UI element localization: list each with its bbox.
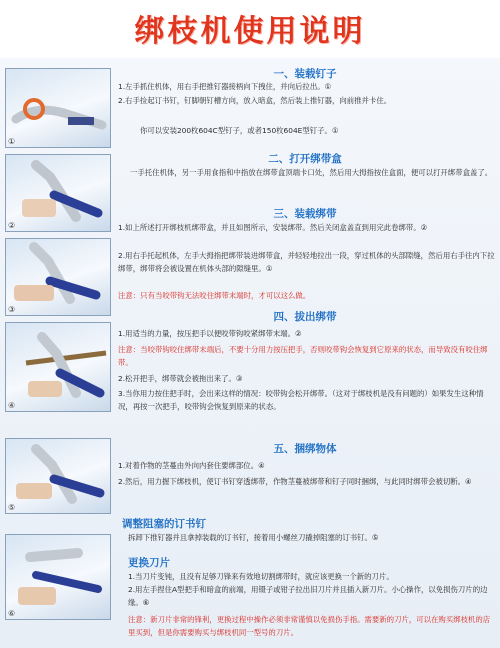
section-heading: 五、捆绑物体: [273, 443, 337, 455]
paragraph: 2.用右手托起机体，左手大拇指把绑带装进绑带盒，并轻轻地拉出一段，穿过机体的头部隙缝，然后用右手往内下拉绑带，绑带将会被设置在机体头部的隙缝里。①: [118, 251, 495, 273]
section-heading: 一、装载钉子: [273, 68, 337, 80]
photo-number: ①: [8, 137, 16, 146]
paragraph: 拆卸下推钉器并且拿掉装载的订书钉，接着用小螺丝刀撬掉阻塞的订书钉。⑤: [128, 533, 379, 542]
photo-number: ④: [8, 401, 16, 410]
paragraph: 1.当刀片变钝，且没有足够刀锋来有效地切割绑带时，就应该更换一个新的刀片。: [128, 572, 394, 581]
section-heading: 调整阻塞的订书钉: [122, 518, 206, 530]
photo-number: ⑥: [8, 609, 16, 618]
tapener-tool-icon: [6, 155, 110, 231]
tapener-tool-icon: [6, 323, 110, 411]
section-heading: 三、装载绑带: [273, 208, 337, 220]
tapener-tool-icon: [6, 535, 110, 619]
warning-note: 注意：只有当咬带钩无法咬住绑带末端时，才可以这么做。: [118, 291, 311, 300]
illustration-step-1: [5, 68, 111, 148]
paragraph: 你可以安装200枚604C型钉子，或者150枚604E型钉子。①: [140, 126, 339, 135]
photo-number: ⑤: [8, 503, 16, 512]
paragraph: 2.然后，用力握下绑枝机，使订书钉穿透绑带，作物茎蔓被绑带和钉子同时捆绑，与此同时绑带会被切断。④: [118, 477, 472, 486]
photo-number: ②: [8, 221, 16, 230]
paragraph: 1.对着作物的茎蔓由外向内套住要绑部位。④: [118, 461, 265, 470]
page-title: 绑枝机使用说明: [134, 14, 366, 49]
paragraph: 2.用左手捏住A型把手和暗盒的前端，用镊子或钳子拉出旧刀片并且插入新刀片。小心操作，以免损伤刀片的边缘。⑥: [128, 585, 488, 607]
section-heading: 更换刀片: [128, 557, 170, 569]
illustration-step-4: [5, 322, 111, 412]
paragraph: 1.用适当的力量，按压把手以便咬带钩咬紧绑带末端。②: [118, 329, 302, 338]
warning-note: 注意：新刀片非常的锋利，更换过程中操作必须非常谨慎以免损伤手指。需要新的刀片，可以在购买绑枝机的店里买到，但是你需要购买与绑枝机同一型号的刀片。: [128, 615, 491, 637]
tapener-tool-icon: [6, 69, 110, 147]
photo-number: ③: [8, 305, 16, 314]
paragraph: 一手托住机体，另一手用食指和中指放在绑带盒顶端卡口处，然后用大拇指按住盒面，便可以打开绑带盒盖了。: [130, 168, 493, 177]
illustration-step-2: [5, 154, 111, 232]
paragraph: 1.左手抓住机体，用右手把推钉器接柄向下拽住，并向后拉出。①: [118, 82, 332, 91]
illustration-step-3: [5, 238, 111, 316]
tapener-tool-icon: [6, 439, 110, 513]
tapener-tool-icon: [6, 239, 110, 315]
paragraph: 2.右手捡起订书钉，钉脚朝钉槽方向，放入暗盒，然后装上推钉器，向前推并卡住。: [118, 96, 392, 105]
paragraph: 3.当你用力按住把手时，会出来这样的情况：咬带钩会松开绑带。（这对于绑枝机是没有问题的）如果发生这种情况，再按一次把手，咬带钩会恢复到原来的状态。: [118, 389, 484, 411]
warning-note: 注意：当咬带钩咬住绑带末端后，不要十分用力按压把手，否则咬带钩会恢复到它原来的状态，而导致没有咬住绑带。: [118, 345, 488, 367]
section-heading: 二、打开绑带盒: [268, 153, 342, 165]
paragraph: 2.松开把手，绑带就会被拖出来了。③: [118, 374, 243, 383]
illustration-step-5: [5, 438, 111, 514]
section-heading: 四、拔出绑带: [273, 311, 337, 323]
paragraph: 1.如上所述打开绑枝机绑带盒，并且如图所示，安装绑带。然后关闭盒盖直到用完此卷绑带。②: [118, 223, 428, 232]
illustration-step-6: [5, 534, 111, 620]
